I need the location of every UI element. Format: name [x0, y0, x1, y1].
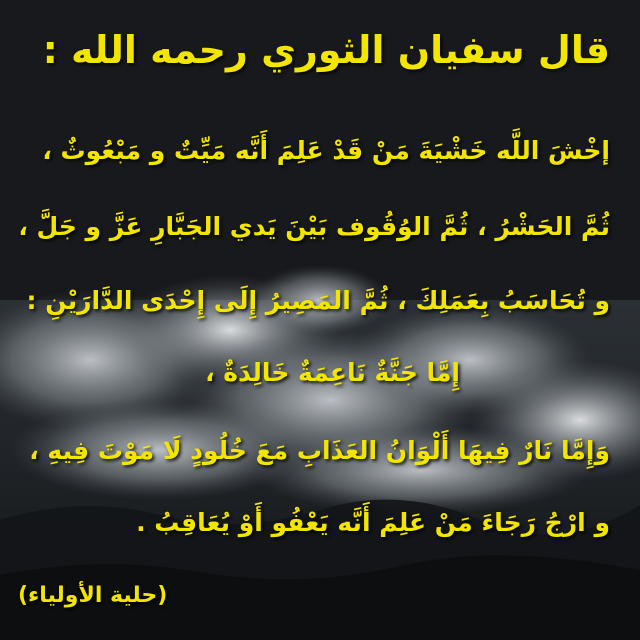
quote-heading: قال سفيان الثوري رحمه الله : — [42, 28, 610, 72]
quote-line-4: إِمَّا جَنَّةٌ نَاعِمَةٌ خَالِدَةٌ ، — [205, 358, 460, 387]
quote-line-1: إخْشَ اللَّه خَشْيَةَ مَنْ قَدْ عَلِمَ أَنَّه مَيِّتٌ و مَبْعُوثٌ ، — [42, 136, 610, 165]
quote-line-2: ثُمَّ الحَشْرُ ، ثُمَّ الوُقُوف بَيْنَ يَدي الجَبَّارِ عَزَّ و جَلَّ ، — [18, 212, 610, 241]
quote-source: (حلية الأولياء) — [18, 583, 168, 608]
quote-line-3: و تُحَاسَبُ بِعَمَلِكَ ، ثُمَّ المَصِيرُ إِلَى إِحْدَى الدَّارَيْنِ : — [26, 286, 610, 315]
quote-line-5: وَإِمَّا نَارٌ فِيهَا أَلْوَانُ العَذَابِ مَعَ خُلُودٍ لَا مَوْتَ فِيهِ ، — [29, 436, 610, 465]
quote-line-6: و ارْجُ رَجَاءَ مَنْ عَلِمَ أَنَّه يَعْفُو أَوْ يُعَاقِبُ . — [136, 508, 610, 537]
